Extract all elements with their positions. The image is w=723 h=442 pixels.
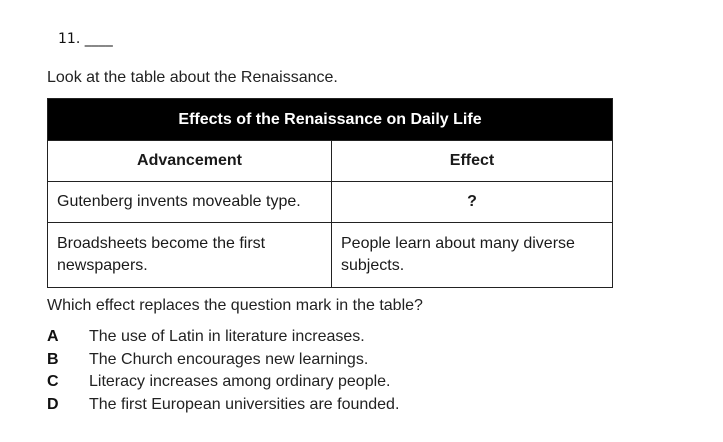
option-text: The Church encourages new learnings. (89, 350, 369, 368)
option-text: Literacy increases among ordinary people. (89, 373, 391, 391)
table-row (48, 182, 613, 223)
question-text: Which effect replaces the question mark in the table? (47, 297, 423, 314)
option-text: The use of Latin in literature increases. (89, 328, 365, 346)
option-text: The first European universities are founded. (89, 395, 400, 413)
intro-text: Look at the table about the Renaissance. (47, 69, 338, 86)
table-row (48, 223, 613, 288)
option-letter: B (47, 350, 59, 368)
table-cell-advancement: Broadsheets become the first newspapers. (48, 223, 332, 288)
option-letter: D (47, 395, 59, 413)
option-c[interactable] (47, 371, 399, 394)
table-title: Effects of the Renaissance on Daily Life (48, 99, 613, 141)
renaissance-table (47, 98, 613, 288)
option-a[interactable] (47, 326, 399, 349)
answer-options (47, 326, 399, 416)
option-b[interactable] (47, 349, 399, 372)
table-cell-effect: People learn about many diverse subjects. (332, 223, 613, 288)
table-cell-effect: ? (332, 182, 613, 223)
header-effect: Effect (332, 141, 613, 182)
option-letter: C (47, 373, 59, 391)
question-number: 11. ____ (58, 31, 113, 47)
header-advancement: Advancement (48, 141, 332, 182)
option-d[interactable] (47, 394, 399, 417)
table-cell-advancement: Gutenberg invents moveable type. (48, 182, 332, 223)
option-letter: A (47, 328, 59, 346)
